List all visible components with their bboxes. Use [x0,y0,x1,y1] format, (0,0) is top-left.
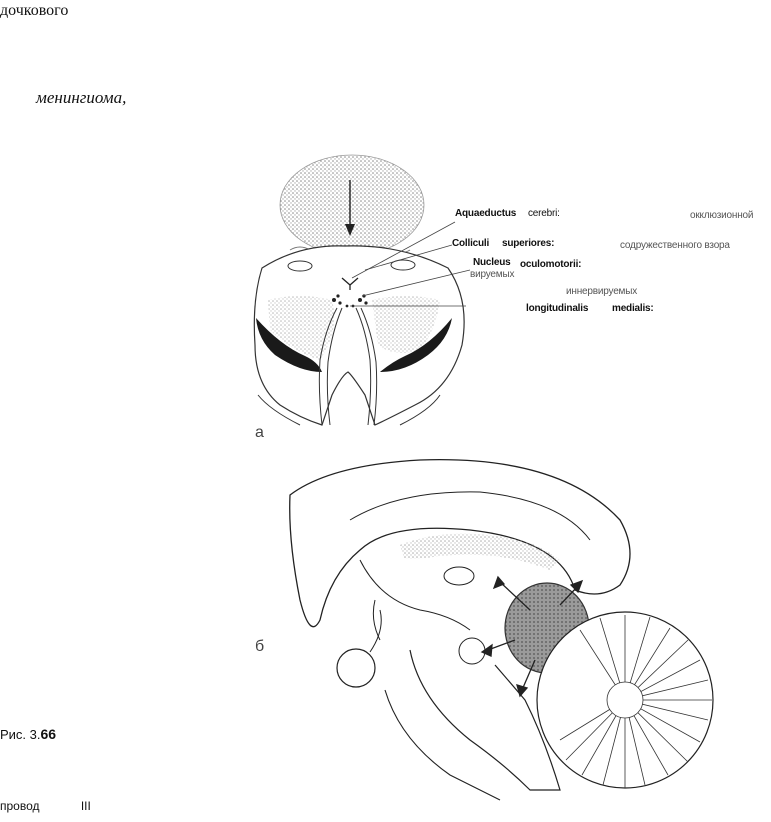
label-innerviruemykh: иннервируемых [566,286,638,297]
tumor-mass-a [280,155,424,255]
panel-a-label: а [255,424,264,441]
bottom-roman: III [80,799,91,813]
panel-b-label: б [255,638,265,655]
text-fragment-top: дочкового [0,2,69,19]
label-nucleus: Nucleus [473,257,511,268]
label-superiores: superiores: [502,238,555,249]
label-colliculi: Colliculi [452,238,490,249]
label-medialis: medialis: [612,303,654,314]
stalk [370,610,381,652]
pituitary [337,649,375,687]
caption-number: 66 [40,726,57,742]
panel-b-drawing [290,460,713,800]
label-longitudinalis: longitudinalis [526,303,589,314]
label-oculomotorii: oculomotorii: [520,259,582,270]
italic-term-text: менингиома [36,88,123,107]
label-viruemykh: вируемых [470,269,515,280]
label-okkluzionnoy: окклюзионной [690,210,754,221]
cerebellum-core [607,682,643,718]
label-cerebri: cerebri: [528,208,560,219]
italic-term-comma: , [122,88,127,107]
panel-a-drawing [254,155,470,425]
mammillary [459,638,485,664]
label-sodruzh: содружественного взора [620,240,730,251]
bottom-word: провод [0,799,40,813]
label-aquaeductus: Aquaeductus [455,208,517,219]
caption-prefix: Рис. 3. [0,727,41,742]
thalamus-oval [444,567,474,585]
brainstem-b-front [385,690,500,800]
